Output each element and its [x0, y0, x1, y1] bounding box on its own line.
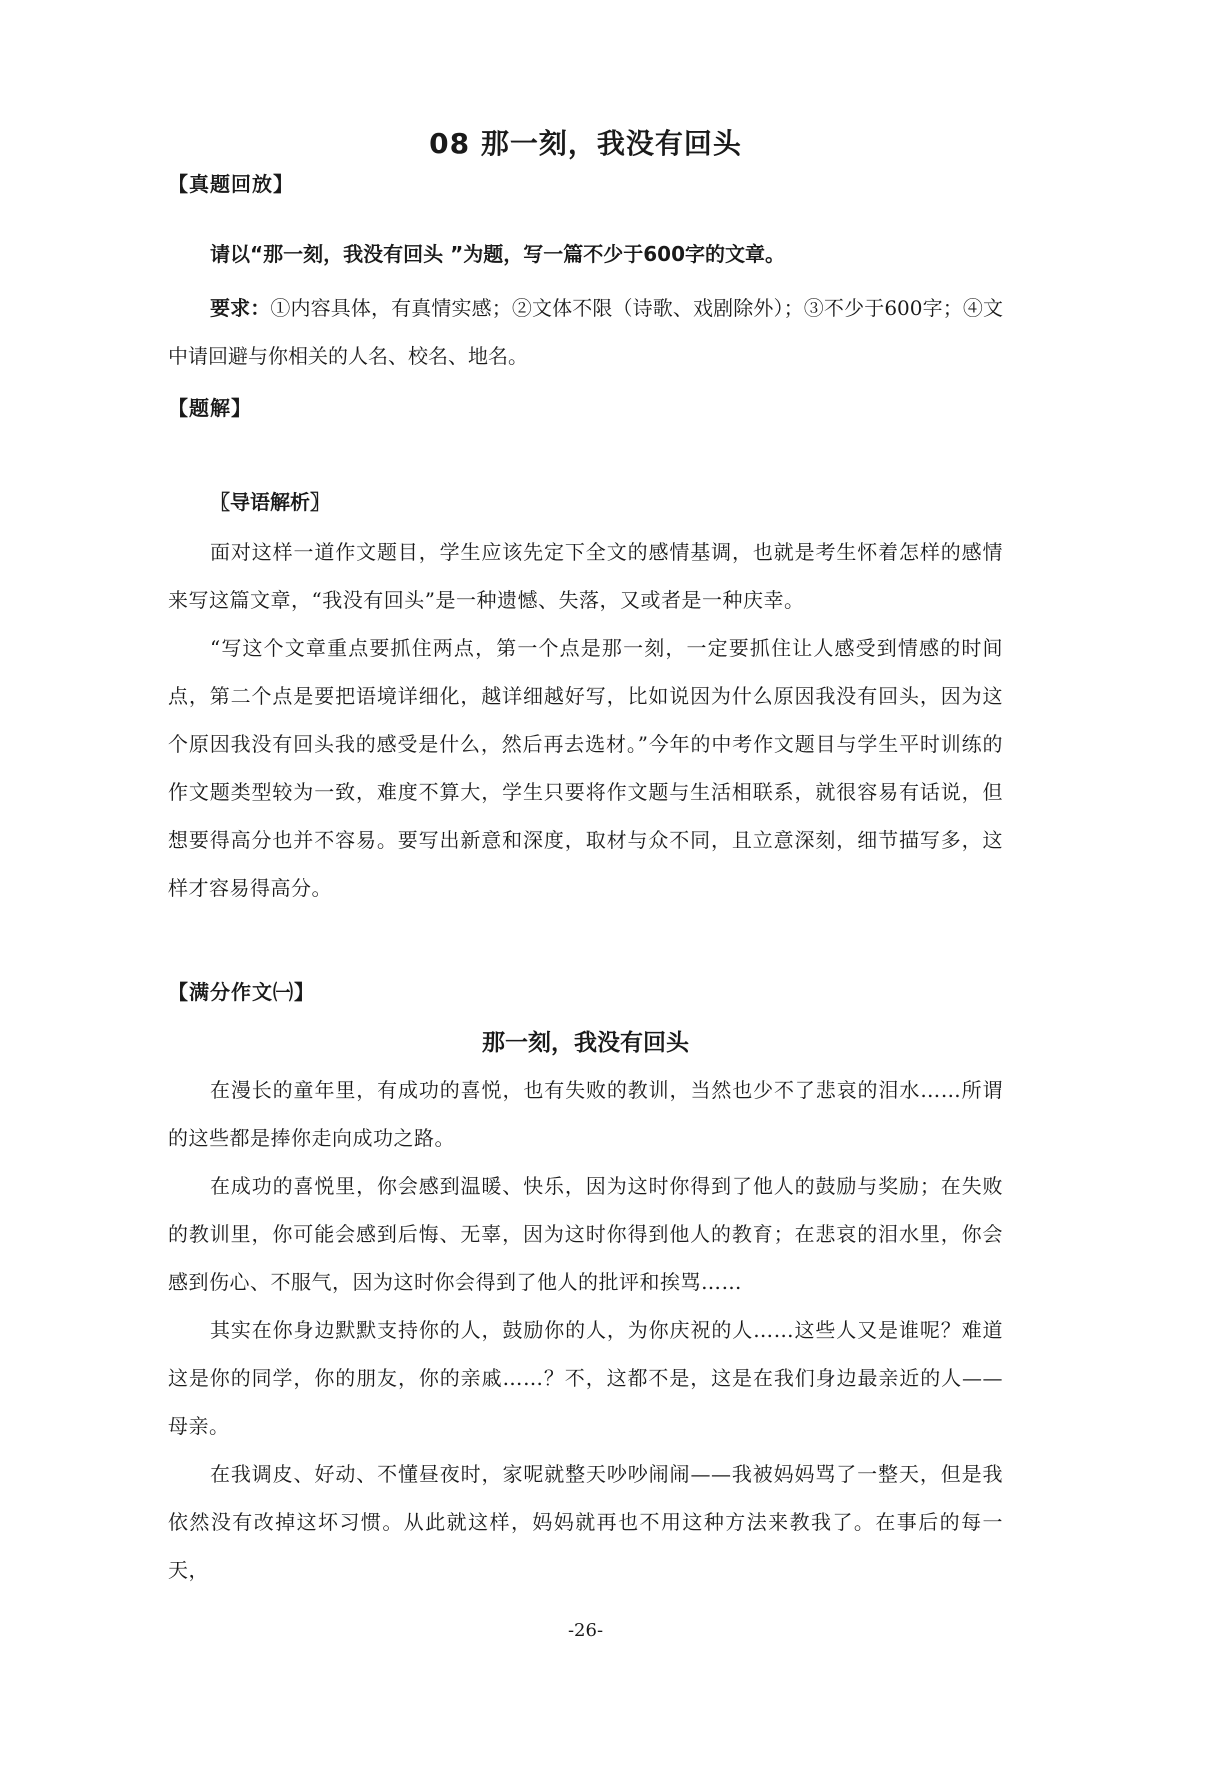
essay-paragraph-3: 其实在你身边默默支持你的人，鼓励你的人，为你庆祝的人……这些人又是谁呢？难道这是你的同学，你的朋友，你的亲戚……？不，这都不是，这是在我们身边最亲近的人——母亲。 — [168, 1318, 1003, 1438]
requirements-label: 要求： — [210, 296, 271, 320]
document-title: 08 那一刻，我没有回头 — [429, 127, 742, 160]
section-head-analysis: 【题解】 — [168, 396, 252, 420]
essay-title: 那一刻，我没有回头 — [482, 1030, 689, 1056]
requirements — [168, 284, 1003, 380]
page-number: -26- — [567, 1620, 604, 1641]
essay-paragraph-1: 在漫长的童年里，有成功的喜悦，也有失败的教训，当然也少不了悲哀的泪水……所谓的这些都是捧你走向成功之路。 — [168, 1078, 1003, 1150]
essay-prompt: 请以“那一刻，我没有回头 ”为题，写一篇不少于600字的文章。 — [210, 242, 785, 266]
essay-paragraph-2: 在成功的喜悦里，你会感到温暖、快乐，因为这时你得到了他人的鼓励与奖励；在失败的教训里，你可能会感到后悔、无辜，因为这时你得到他人的教育；在悲哀的泪水里，你会感到伤心、不服气，因为这时你会得到了他人的批评和挨骂…… — [168, 1174, 1003, 1294]
analysis-paragraph-1: 面对这样一道作文题目，学生应该先定下全文的感情基调，也就是考生怀着怎样的感情来写这篇文章，“我没有回头”是一种遗憾、失落，又或者是一种庆幸。 — [168, 540, 1003, 612]
requirements-text: ①内容具体，有真情实感；②文体不限（诗歌、戏剧除外）；③不少于600字；④文中请回避与你相关的人名、校名、地名。 — [168, 296, 1003, 368]
essay-paragraph-4: 在我调皮、好动、不懂昼夜时，家呢就整天吵吵闹闹——我被妈妈骂了一整天，但是我依然没有改掉这坏习惯。从此就这样，妈妈就再也不用这种方法来教我了。在事后的每一天， — [168, 1462, 1003, 1582]
analysis-paragraph-2: “写这个文章重点要抓住两点，第一个点是那一刻，一定要抓住让人感受到情感的时间点，第二个点是要把语境详细化，越详细越好写，比如说因为什么原因我没有回头，因为这个原因我没有回头我的感受是什么，然后再去选材。”今年的中考作文题目与学生平时训练的作文题类型较为一致，难度不算大，学生只要将作文题与生活相联系，就很容易有话说，但想要得高分也并不容易。要写出新意和深度，取材与众不同，且立意深刻，细节描写多，这样才容易得高分。 — [168, 636, 1003, 900]
guide-analysis-head: 〖导语解析〗 — [210, 490, 330, 514]
section-head-real-question: 【真题回放】 — [168, 172, 294, 196]
section-head-full-mark-essay: 【满分作文㈠】 — [168, 980, 315, 1004]
